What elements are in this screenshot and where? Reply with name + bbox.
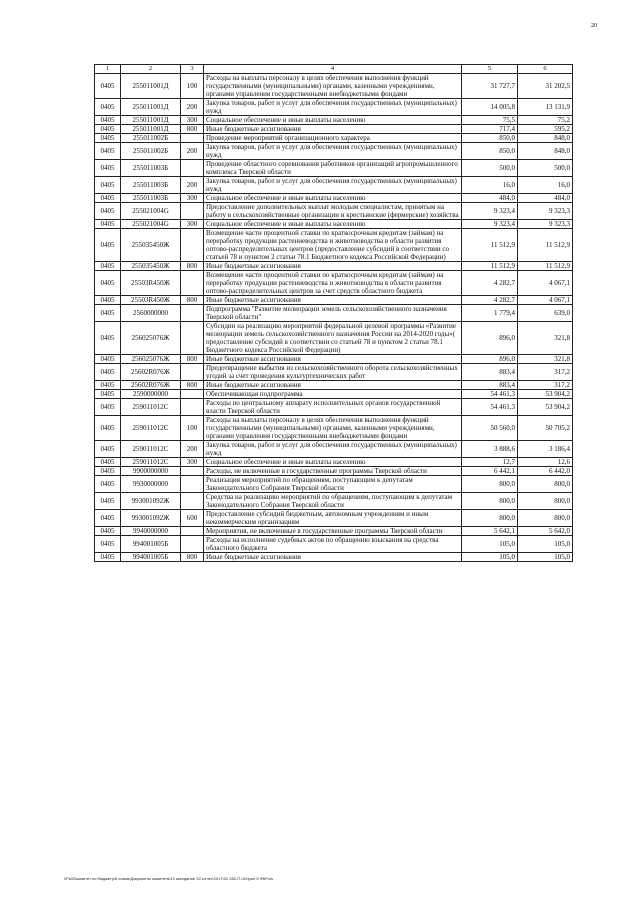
amount-approved-cell: 9 323,4	[462, 220, 518, 229]
amount-executed-cell: 105,0	[518, 553, 573, 562]
section-cell: 0405	[95, 527, 121, 536]
type-cell	[181, 467, 204, 476]
table-row	[95, 160, 573, 177]
name-cell: Закупка товаров, работ и услуг для обеспечения государственных (муниципальных) нужд	[204, 177, 462, 194]
file-path-footer: \\Fs02\комитет по бюджету\6 созыв\Документы комитета\13 заседание ЗС\отчет\2017\31 282-П-ЧI\прил 5 ФКР.xls	[64, 876, 274, 881]
code-cell: 255011003Б	[121, 194, 181, 203]
code-cell: 25602R076Ж	[121, 364, 181, 381]
type-cell: 200	[181, 441, 204, 458]
amount-approved-cell: 105,0	[462, 536, 518, 553]
amount-approved-cell: 11 512,9	[462, 262, 518, 271]
code-cell: 255021004G	[121, 203, 181, 220]
section-cell: 0405	[95, 203, 121, 220]
section-cell: 0405	[95, 364, 121, 381]
type-cell: 800	[181, 125, 204, 134]
amount-executed-cell: 9 323,3	[518, 220, 573, 229]
section-cell: 0405	[95, 476, 121, 493]
section-cell: 0405	[95, 220, 121, 229]
amount-executed-cell: 4 067,1	[518, 271, 573, 296]
section-cell: 0405	[95, 116, 121, 125]
section-cell: 0405	[95, 99, 121, 116]
code-cell: 255021004G	[121, 220, 181, 229]
type-cell: 800	[181, 262, 204, 271]
table-row	[95, 203, 573, 220]
name-cell: Проведение мероприятий организационного характера	[204, 134, 462, 143]
amount-executed-cell: 75,2	[518, 116, 573, 125]
type-cell: 200	[181, 177, 204, 194]
header-cell: 3	[181, 65, 204, 74]
code-cell: 9940000000	[121, 527, 181, 536]
code-cell: 9900000000	[121, 467, 181, 476]
code-cell: 259011012С	[121, 458, 181, 467]
table-row	[95, 322, 573, 355]
code-cell: 2560000000	[121, 305, 181, 322]
section-cell: 0405	[95, 134, 121, 143]
amount-executed-cell: 317,2	[518, 381, 573, 390]
header-cell: 1	[95, 65, 121, 74]
amount-approved-cell: 50 560,0	[462, 416, 518, 441]
code-cell: 25503R450Ж	[121, 271, 181, 296]
header-cell: 5	[462, 65, 518, 74]
table-row	[95, 381, 573, 390]
name-cell: Закупка товаров, работ и услуг для обеспечения государственных (муниципальных) нужд	[204, 99, 462, 116]
table-row	[95, 416, 573, 441]
amount-approved-cell: 16,0	[462, 177, 518, 194]
code-cell: 259011012С	[121, 416, 181, 441]
amount-approved-cell: 896,0	[462, 355, 518, 364]
amount-executed-cell: 321,8	[518, 322, 573, 355]
name-cell: Возмещение части процентной ставки по краткосрочным кредитам (займам) на переработку продукции растениеводства и животноводства в области развития оптово-распределительных центров за счет средств областного бюджета	[204, 271, 462, 296]
code-cell: 2590000000	[121, 390, 181, 399]
type-cell: 800	[181, 553, 204, 562]
amount-executed-cell: 3 186,4	[518, 441, 573, 458]
amount-approved-cell: 4 282,7	[462, 296, 518, 305]
code-cell: 255011003Б	[121, 177, 181, 194]
amount-executed-cell: 53 904,2	[518, 399, 573, 416]
amount-approved-cell: 75,5	[462, 116, 518, 125]
type-cell	[181, 322, 204, 355]
name-cell: Расходы по центральному аппарату исполнительных органов государственной власти Тверской области	[204, 399, 462, 416]
table-row	[95, 399, 573, 416]
amount-executed-cell: 484,0	[518, 194, 573, 203]
code-cell: 255011001Д	[121, 74, 181, 99]
amount-approved-cell: 3 888,6	[462, 441, 518, 458]
name-cell: Социальное обеспечение и иные выплаты населению	[204, 458, 462, 467]
type-cell	[181, 271, 204, 296]
amount-executed-cell: 31 202,5	[518, 74, 573, 99]
section-cell: 0405	[95, 381, 121, 390]
amount-executed-cell: 11 512,9	[518, 229, 573, 262]
amount-executed-cell: 53 904,2	[518, 390, 573, 399]
amount-executed-cell: 317,2	[518, 364, 573, 381]
table-row	[95, 364, 573, 381]
code-cell: 255011002Б	[121, 143, 181, 160]
header-cell: 6	[518, 65, 573, 74]
amount-executed-cell: 800,0	[518, 476, 573, 493]
section-cell: 0405	[95, 177, 121, 194]
code-cell: 255011001Д	[121, 99, 181, 116]
name-cell: Проведение областного соревнования работников организаций агропромышленного комплекса Тверской области	[204, 160, 462, 177]
table-row	[95, 493, 573, 510]
name-cell: Иные бюджетные ассигнования	[204, 125, 462, 134]
amount-approved-cell: 800,0	[462, 510, 518, 527]
type-cell	[181, 305, 204, 322]
type-cell	[181, 399, 204, 416]
name-cell: Социальное обеспечение и иные выплаты населению	[204, 220, 462, 229]
table-row	[95, 536, 573, 553]
table-row	[95, 458, 573, 467]
amount-approved-cell: 883,4	[462, 364, 518, 381]
code-cell: 259011012С	[121, 399, 181, 416]
amount-approved-cell: 800,0	[462, 476, 518, 493]
name-cell: Возмещение части процентной ставки по краткосрочным кредитам (займам) на переработку продукции растениеводства и животноводства в области развития оптово-распределительных центров (предоставление субсидий в соответствии со статьей 78 и пунктом 2 статьи 78.1 Бюджетного кодекса Российской Федерации)	[204, 229, 462, 262]
amount-approved-cell: 850,0	[462, 143, 518, 160]
type-cell: 100	[181, 416, 204, 441]
table-row	[95, 441, 573, 458]
table-row	[95, 125, 573, 134]
table-row	[95, 527, 573, 536]
table-row	[95, 467, 573, 476]
amount-executed-cell: 800,0	[518, 510, 573, 527]
section-cell: 0405	[95, 296, 121, 305]
section-cell: 0405	[95, 467, 121, 476]
name-cell: Иные бюджетные ассигнования	[204, 262, 462, 271]
page-number: 20	[591, 23, 597, 29]
code-cell: 25602R076Ж	[121, 381, 181, 390]
section-cell: 0405	[95, 143, 121, 160]
table-row	[95, 134, 573, 143]
amount-approved-cell: 105,0	[462, 553, 518, 562]
amount-executed-cell: 4 067,1	[518, 296, 573, 305]
type-cell: 100	[181, 74, 204, 99]
section-cell: 0405	[95, 399, 121, 416]
name-cell: Закупка товаров, работ и услуг для обеспечения государственных (муниципальных) нужд	[204, 441, 462, 458]
section-cell: 0405	[95, 416, 121, 441]
amount-approved-cell: 6 442,1	[462, 467, 518, 476]
amount-executed-cell: 595,2	[518, 125, 573, 134]
amount-approved-cell: 31 727,7	[462, 74, 518, 99]
code-cell: 25503R450Ж	[121, 296, 181, 305]
amount-approved-cell: 500,0	[462, 160, 518, 177]
code-cell: 9930000000	[121, 476, 181, 493]
table-row	[95, 177, 573, 194]
amount-executed-cell: 848,0	[518, 143, 573, 160]
table-row	[95, 116, 573, 125]
amount-executed-cell: 50 705,2	[518, 416, 573, 441]
amount-approved-cell: 896,0	[462, 322, 518, 355]
code-cell: 256025076Ж	[121, 322, 181, 355]
table-header-row	[95, 65, 573, 74]
type-cell	[181, 536, 204, 553]
section-cell: 0405	[95, 536, 121, 553]
amount-approved-cell: 717,4	[462, 125, 518, 134]
section-cell: 0405	[95, 160, 121, 177]
amount-approved-cell: 54 461,3	[462, 390, 518, 399]
name-cell: Расходы на выплаты персоналу в целях обеспечения выполнения функций государственными (муниципальными) органами, казенными учреждениями, органами управления государственными внебюджетными фондами	[204, 74, 462, 99]
amount-executed-cell: 9 323,3	[518, 203, 573, 220]
section-cell: 0405	[95, 74, 121, 99]
amount-executed-cell: 16,0	[518, 177, 573, 194]
budget-table	[94, 64, 573, 562]
name-cell: Иные бюджетные ассигнования	[204, 355, 462, 364]
table-row	[95, 74, 573, 99]
type-cell: 300	[181, 458, 204, 467]
amount-approved-cell: 12,7	[462, 458, 518, 467]
section-cell: 0405	[95, 322, 121, 355]
amount-approved-cell: 4 282,7	[462, 271, 518, 296]
name-cell: Предоставление дополнительных выплат молодым специалистам, принятым на работу в сельскохозяйственные организации и крестьянские (фермерские) хозяйства	[204, 203, 462, 220]
name-cell: Мероприятия, не включенные в государственные программы Тверской области	[204, 527, 462, 536]
section-cell: 0405	[95, 271, 121, 296]
type-cell: 600	[181, 510, 204, 527]
table-row	[95, 510, 573, 527]
section-cell: 0405	[95, 553, 121, 562]
type-cell: 300	[181, 220, 204, 229]
amount-approved-cell: 1 779,4	[462, 305, 518, 322]
section-cell: 0405	[95, 229, 121, 262]
amount-approved-cell: 5 642,1	[462, 527, 518, 536]
type-cell	[181, 160, 204, 177]
section-cell: 0405	[95, 125, 121, 134]
type-cell: 800	[181, 381, 204, 390]
amount-executed-cell: 639,0	[518, 305, 573, 322]
section-cell: 0405	[95, 262, 121, 271]
name-cell: Закупка товаров, работ и услуг для обеспечения государственных (муниципальных) нужд	[204, 143, 462, 160]
amount-executed-cell: 800,0	[518, 493, 573, 510]
table-row	[95, 305, 573, 322]
type-cell	[181, 203, 204, 220]
amount-executed-cell: 105,0	[518, 536, 573, 553]
section-cell: 0405	[95, 493, 121, 510]
table-row	[95, 271, 573, 296]
name-cell: Предоставление субсидий бюджетным, автономным учреждениям и иным некоммерческим организациям	[204, 510, 462, 527]
name-cell: Иные бюджетные ассигнования	[204, 296, 462, 305]
code-cell: 993001092Ж	[121, 510, 181, 527]
section-cell: 0405	[95, 194, 121, 203]
amount-approved-cell: 850,0	[462, 134, 518, 143]
amount-executed-cell: 321,8	[518, 355, 573, 364]
code-cell: 994001005Б	[121, 553, 181, 562]
name-cell: Обеспечивающая подпрограмма	[204, 390, 462, 399]
code-cell: 994001005Б	[121, 536, 181, 553]
table-row	[95, 194, 573, 203]
table-row	[95, 296, 573, 305]
amount-approved-cell: 14 005,8	[462, 99, 518, 116]
amount-executed-cell: 848,0	[518, 134, 573, 143]
type-cell	[181, 390, 204, 399]
table-row	[95, 476, 573, 493]
code-cell: 255011003Б	[121, 160, 181, 177]
type-cell	[181, 229, 204, 262]
name-cell: Расходы на выплаты персоналу в целях обеспечения выполнения функций государственными (муниципальными) органами, казенными учреждениями, органами управления государственными внебюджетными фондами	[204, 416, 462, 441]
name-cell: Расходы на исполнение судебных актов по обращению взыскания на средства областного бюджета	[204, 536, 462, 553]
name-cell: Социальное обеспечение и иные выплаты населению	[204, 116, 462, 125]
table-row	[95, 229, 573, 262]
amount-approved-cell: 800,0	[462, 493, 518, 510]
table-row	[95, 262, 573, 271]
table-row	[95, 99, 573, 116]
amount-executed-cell: 500,0	[518, 160, 573, 177]
code-cell: 256025076Ж	[121, 355, 181, 364]
section-cell: 0405	[95, 390, 121, 399]
code-cell: 255035450Ж	[121, 229, 181, 262]
table-row	[95, 355, 573, 364]
amount-executed-cell: 11 512,9	[518, 262, 573, 271]
table-row	[95, 143, 573, 160]
table-row	[95, 390, 573, 399]
type-cell: 300	[181, 194, 204, 203]
header-cell: 4	[204, 65, 462, 74]
type-cell	[181, 493, 204, 510]
code-cell: 255035450Ж	[121, 262, 181, 271]
amount-approved-cell: 11 512,9	[462, 229, 518, 262]
type-cell	[181, 527, 204, 536]
name-cell: Средства на реализацию мероприятий по обращениям, поступающим к депутатам Законодательного Собрания Тверской области	[204, 493, 462, 510]
name-cell: Предотвращение выбытия из сельскохозяйственного оборота сельскохозяйственных угодий за счет проведения культуртехнических работ	[204, 364, 462, 381]
amount-approved-cell: 484,0	[462, 194, 518, 203]
code-cell: 255011001Д	[121, 116, 181, 125]
type-cell	[181, 476, 204, 493]
section-cell: 0405	[95, 458, 121, 467]
table-row	[95, 220, 573, 229]
type-cell: 200	[181, 143, 204, 160]
type-cell	[181, 134, 204, 143]
header-cell: 2	[121, 65, 181, 74]
amount-approved-cell: 9 323,4	[462, 203, 518, 220]
amount-executed-cell: 13 131,9	[518, 99, 573, 116]
type-cell: 800	[181, 296, 204, 305]
amount-executed-cell: 5 642,0	[518, 527, 573, 536]
name-cell: Расходы, не включенные в государственные программы Тверской области	[204, 467, 462, 476]
type-cell	[181, 364, 204, 381]
code-cell: 255011001Д	[121, 125, 181, 134]
amount-approved-cell: 883,4	[462, 381, 518, 390]
table-row	[95, 553, 573, 562]
code-cell: 255011002Б	[121, 134, 181, 143]
name-cell: Реализация мероприятий по обращениям, поступающим к депутатам Законодательного Собрания Тверской области	[204, 476, 462, 493]
name-cell: Социальное обеспечение и иные выплаты населению	[204, 194, 462, 203]
code-cell: 259011012С	[121, 441, 181, 458]
section-cell: 0405	[95, 510, 121, 527]
amount-approved-cell: 54 461,3	[462, 399, 518, 416]
type-cell: 200	[181, 99, 204, 116]
section-cell: 0405	[95, 441, 121, 458]
type-cell: 300	[181, 116, 204, 125]
amount-executed-cell: 6 442,0	[518, 467, 573, 476]
name-cell: Иные бюджетные ассигнования	[204, 553, 462, 562]
type-cell: 800	[181, 355, 204, 364]
code-cell: 993001092Ж	[121, 493, 181, 510]
name-cell: Подпрограмма "Развитие мелиорации земель сельскохозяйственного назначения Тверской области"	[204, 305, 462, 322]
section-cell: 0405	[95, 355, 121, 364]
amount-executed-cell: 12,6	[518, 458, 573, 467]
name-cell: Иные бюджетные ассигнования	[204, 381, 462, 390]
section-cell: 0405	[95, 305, 121, 322]
name-cell: Субсидии на реализацию мероприятий федеральной целевой программы «Развитие мелиорации земель сельскохозяйственного назначения России на 2014-2020 годы»( предоставление субсидий в соответствии со статьей 78 и пунктом 2 статьи 78.1 Бюджетного кодекса Российской Федерации)	[204, 322, 462, 355]
